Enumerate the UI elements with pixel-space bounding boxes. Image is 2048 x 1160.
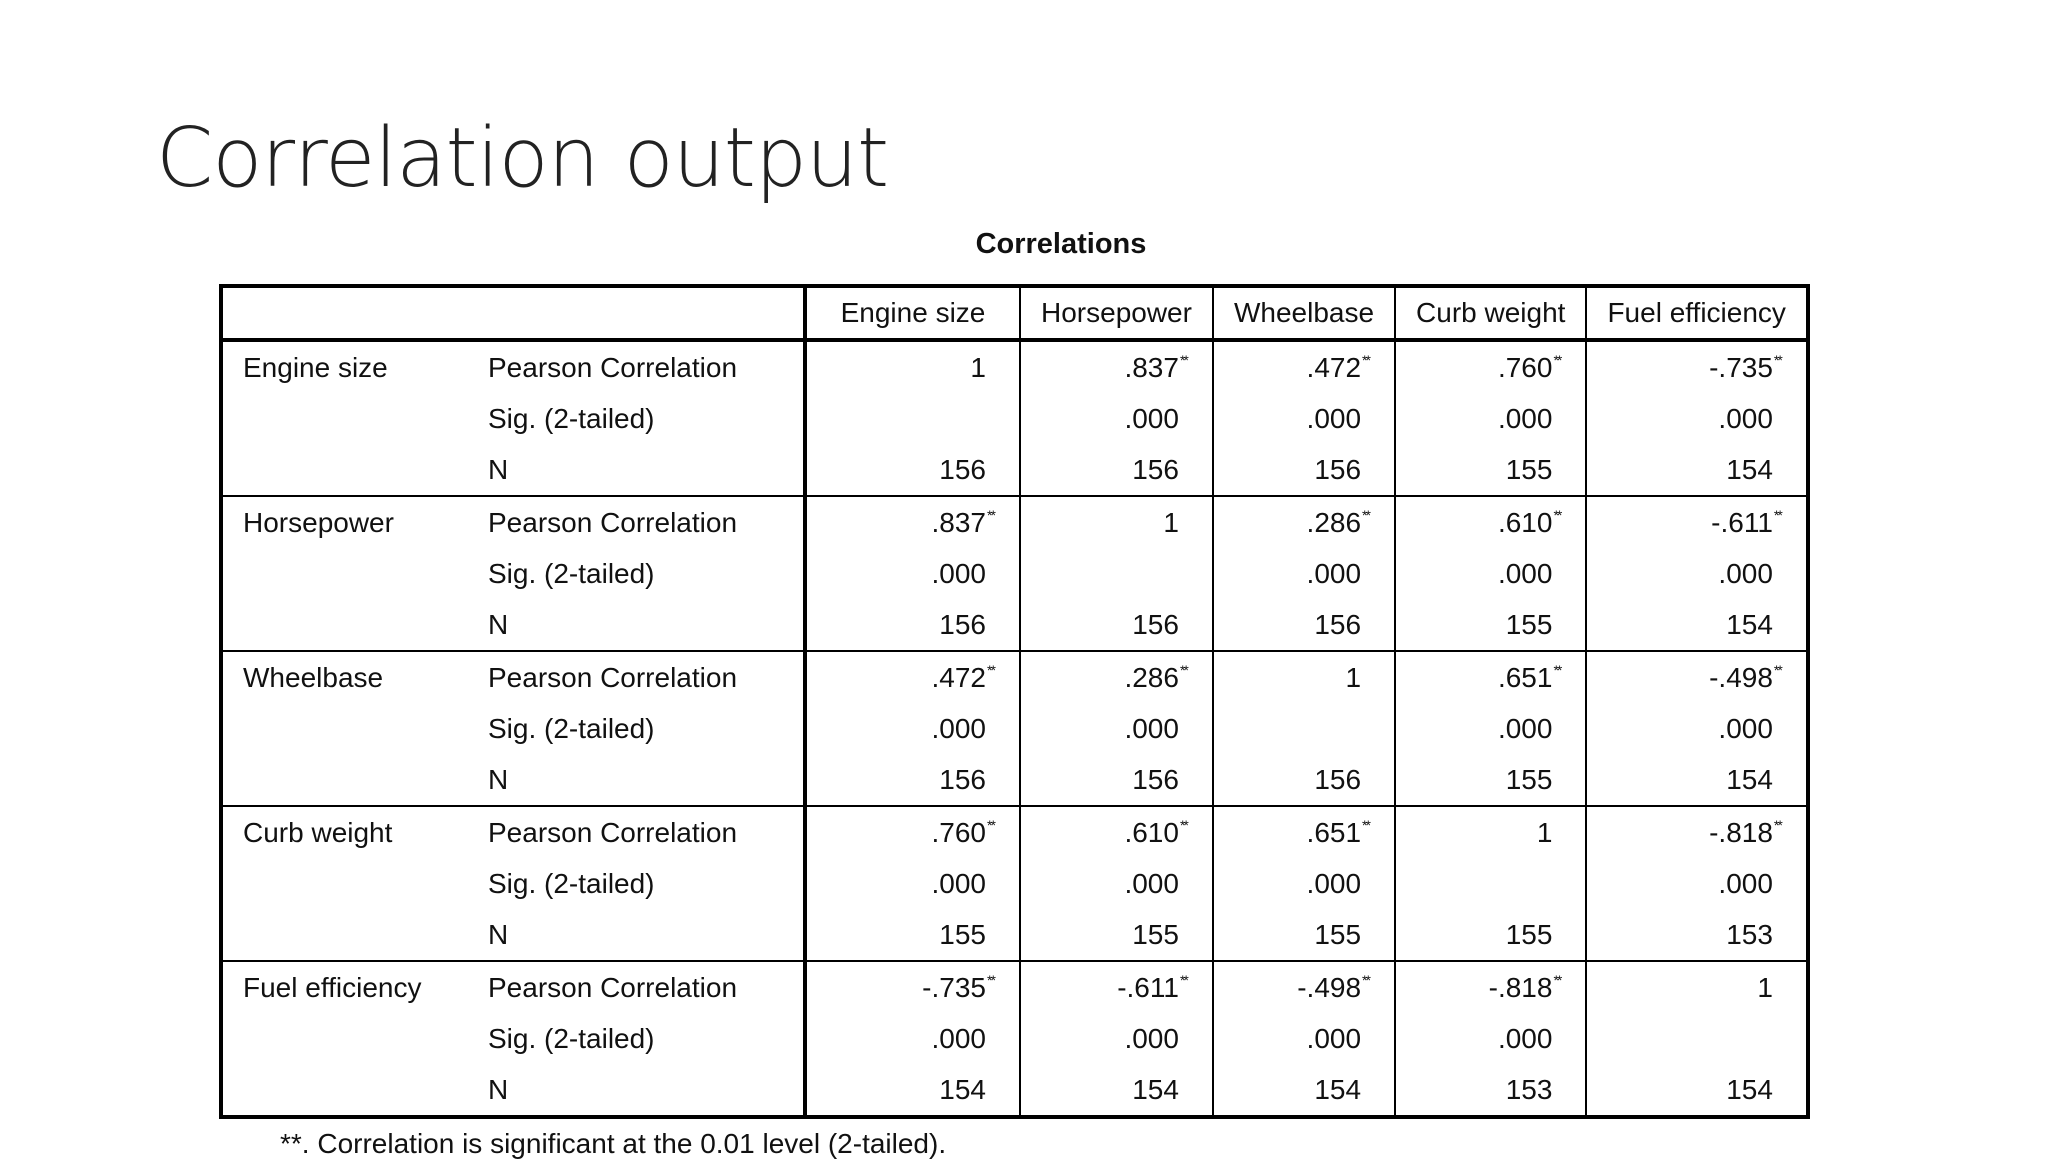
variable-label xyxy=(221,548,468,599)
significance-marker: ** xyxy=(987,506,994,523)
statistic-label: Sig. (2-tailed) xyxy=(488,402,655,434)
value-cell xyxy=(1213,1013,1395,1064)
statistic-label: Pearson Correlation xyxy=(468,496,805,548)
cell-value: .610 xyxy=(1124,816,1179,848)
value-cell xyxy=(1586,393,1807,444)
variable-label xyxy=(221,909,468,961)
variable-label: Engine size xyxy=(243,351,388,383)
cell-value: 1 xyxy=(1536,816,1553,848)
cell-value: 154 xyxy=(1726,1073,1773,1105)
cell-value: .286 xyxy=(1124,661,1179,693)
statistic-label: N xyxy=(488,453,509,485)
cell-value: 155 xyxy=(1505,918,1553,950)
cell-value: 1 xyxy=(970,351,986,383)
cell-value: 1 xyxy=(1757,971,1773,1003)
value-cell xyxy=(1020,496,1213,548)
cell-value: .000 xyxy=(1124,402,1179,434)
cell-value: .000 xyxy=(1497,712,1553,744)
value-cell xyxy=(805,1064,1020,1117)
table-row xyxy=(221,806,1808,858)
value-cell xyxy=(1213,393,1395,444)
cell-value: .000 xyxy=(1718,867,1773,899)
cell-value: 155 xyxy=(1505,763,1553,795)
cell-value: .610 xyxy=(1497,506,1553,538)
table-row xyxy=(221,651,1808,703)
variable-label: Wheelbase xyxy=(221,651,468,703)
value-cell xyxy=(1213,858,1395,909)
statistic-label: Sig. (2-tailed) xyxy=(488,712,655,744)
table-row xyxy=(221,1013,1808,1064)
value-cell xyxy=(1395,444,1586,496)
value-cell xyxy=(1586,444,1807,496)
table-row xyxy=(221,961,1808,1013)
table-row xyxy=(221,703,1808,754)
value-cell xyxy=(1020,340,1213,393)
value-cell xyxy=(1020,548,1213,599)
significance-marker: ** xyxy=(1553,506,1561,523)
value-cell xyxy=(1395,599,1586,651)
cell-value: 155 xyxy=(1314,918,1362,950)
cell-value: -.498 xyxy=(1709,661,1773,693)
value-cell xyxy=(1586,754,1807,806)
variable-label xyxy=(221,858,468,909)
table-row xyxy=(221,909,1808,961)
value-cell xyxy=(1213,444,1395,496)
variable-label: Horsepower xyxy=(221,496,468,548)
value-cell xyxy=(1586,703,1807,754)
column-header: Horsepower xyxy=(1020,286,1213,340)
cell-value: 153 xyxy=(1505,1073,1553,1105)
value-cell xyxy=(1395,651,1586,703)
cell-value: .760 xyxy=(1497,351,1553,383)
value-cell xyxy=(1586,340,1807,393)
variable-label: Fuel efficiency xyxy=(221,961,468,1013)
variable-label xyxy=(221,703,468,754)
cell-value: .000 xyxy=(931,557,986,589)
value-cell xyxy=(1586,806,1807,858)
value-cell xyxy=(1395,961,1586,1013)
cell-value: 155 xyxy=(939,918,986,950)
value-cell xyxy=(1020,909,1213,961)
cell-value: .760 xyxy=(931,816,986,848)
footnote: **. Correlation is significant at the 0.01 level (2-tailed). xyxy=(280,1128,947,1159)
statistic-label: Pearson Correlation xyxy=(488,351,738,383)
cell-value: .651 xyxy=(1497,661,1553,693)
table-row xyxy=(221,1064,1808,1117)
cell-value: .000 xyxy=(931,867,986,899)
cell-value: -.498 xyxy=(1297,971,1362,1003)
statistic-label: Pearson Correlation xyxy=(468,806,805,858)
significance-marker: ** xyxy=(1773,506,1781,523)
value-cell xyxy=(805,754,1020,806)
statistic-label: N xyxy=(488,918,509,950)
value-cell xyxy=(805,340,1020,393)
significance-marker: ** xyxy=(1362,971,1369,988)
cell-value: .000 xyxy=(1306,557,1362,589)
significance-marker: ** xyxy=(987,816,994,833)
value-cell xyxy=(1020,393,1213,444)
cell-value: 156 xyxy=(1314,608,1362,640)
value-cell xyxy=(1395,909,1586,961)
cell-value: 1 xyxy=(1345,661,1362,693)
cell-value: 153 xyxy=(1726,918,1773,950)
value-cell xyxy=(805,961,1020,1013)
cell-value: .472 xyxy=(931,661,986,693)
significance-marker: ** xyxy=(1773,661,1781,678)
value-cell xyxy=(1020,651,1213,703)
cell-value: .000 xyxy=(1497,402,1553,434)
value-cell xyxy=(805,393,1020,444)
value-cell xyxy=(1020,1013,1213,1064)
value-cell xyxy=(1395,340,1586,393)
variable-label xyxy=(221,393,468,444)
significance-marker: ** xyxy=(1773,816,1781,833)
cell-value: 155 xyxy=(1132,918,1179,950)
significance-marker: ** xyxy=(1179,351,1187,368)
cell-value: .000 xyxy=(931,1022,986,1054)
value-cell xyxy=(1020,1064,1213,1117)
value-cell xyxy=(1213,703,1395,754)
column-header: Curb weight xyxy=(1395,286,1586,340)
statistic-label: Pearson Correlation xyxy=(468,961,805,1013)
cell-value: .000 xyxy=(1718,712,1773,744)
value-cell xyxy=(1395,1064,1586,1117)
significance-marker: ** xyxy=(1362,816,1369,833)
table-header-row xyxy=(221,286,1808,340)
cell-value: .000 xyxy=(1718,402,1773,434)
cell-value: .000 xyxy=(1306,1022,1362,1054)
cell-value: 156 xyxy=(1314,763,1362,795)
cell-value: -.735 xyxy=(1709,351,1773,383)
cell-value: 155 xyxy=(1505,608,1553,640)
cell-value: 156 xyxy=(939,763,986,795)
value-cell xyxy=(1020,754,1213,806)
value-cell xyxy=(805,806,1020,858)
value-cell xyxy=(1395,1013,1586,1064)
variable-label xyxy=(221,599,468,651)
value-cell xyxy=(1586,858,1807,909)
cell-value: 156 xyxy=(939,453,986,485)
cell-value: -.611 xyxy=(1711,506,1773,538)
cell-value: 154 xyxy=(1726,608,1773,640)
cell-value: .472 xyxy=(1306,351,1362,383)
statistic-label: Sig. (2-tailed) xyxy=(488,557,655,589)
value-cell xyxy=(805,548,1020,599)
value-cell xyxy=(1586,1013,1807,1064)
value-cell xyxy=(1213,754,1395,806)
table-row xyxy=(221,599,1808,651)
value-cell xyxy=(805,858,1020,909)
slide-title: Correlation output xyxy=(156,111,889,206)
cell-value: .000 xyxy=(1124,712,1179,744)
significance-marker: ** xyxy=(1553,971,1561,988)
value-cell xyxy=(1213,909,1395,961)
variable-label: Curb weight xyxy=(221,806,468,858)
statistic-label: Sig. (2-tailed) xyxy=(488,1022,655,1054)
significance-marker: ** xyxy=(1553,351,1561,368)
cell-value: -.735 xyxy=(922,971,986,1003)
value-cell xyxy=(1213,496,1395,548)
significance-marker: ** xyxy=(1362,506,1369,523)
cell-value: 156 xyxy=(1314,453,1362,485)
value-cell xyxy=(805,496,1020,548)
table-row xyxy=(221,858,1808,909)
variable-label xyxy=(221,1064,468,1117)
value-cell xyxy=(805,651,1020,703)
cell-value: 154 xyxy=(1314,1073,1362,1105)
value-cell xyxy=(1586,599,1807,651)
value-cell xyxy=(1586,909,1807,961)
value-cell xyxy=(1395,496,1586,548)
cell-value: 155 xyxy=(1505,453,1553,485)
cell-value: .000 xyxy=(1124,867,1179,899)
cell-value: 154 xyxy=(1726,453,1773,485)
cell-value: -.611 xyxy=(1117,971,1179,1003)
value-cell xyxy=(805,1013,1020,1064)
value-cell xyxy=(805,909,1020,961)
significance-marker: ** xyxy=(1773,351,1781,368)
cell-value: .000 xyxy=(1497,557,1553,589)
value-cell xyxy=(1395,806,1586,858)
value-cell xyxy=(1586,651,1807,703)
significance-marker: ** xyxy=(1362,351,1369,368)
value-cell xyxy=(1213,340,1395,393)
cell-value: .000 xyxy=(1497,1022,1553,1054)
cell-value: 154 xyxy=(1132,1073,1179,1105)
cell-value: .000 xyxy=(1124,1022,1179,1054)
cell-value: 156 xyxy=(1132,453,1179,485)
cell-value: 156 xyxy=(1132,608,1179,640)
column-header: Wheelbase xyxy=(1213,286,1395,340)
value-cell xyxy=(1395,393,1586,444)
correlations-table xyxy=(219,284,1810,1119)
statistic-label: Pearson Correlation xyxy=(468,651,805,703)
cell-value: -.818 xyxy=(1488,971,1553,1003)
cell-value: .286 xyxy=(1306,506,1362,538)
cell-value: 154 xyxy=(1726,763,1773,795)
value-cell xyxy=(1020,703,1213,754)
statistic-label: N xyxy=(488,608,509,640)
column-header: Engine size xyxy=(805,286,1020,340)
cell-value: .000 xyxy=(1306,867,1362,899)
value-cell xyxy=(1020,806,1213,858)
significance-marker: ** xyxy=(987,661,994,678)
significance-marker: ** xyxy=(1179,971,1187,988)
table-row xyxy=(221,340,1808,393)
cell-value: 1 xyxy=(1163,506,1179,538)
table-row xyxy=(221,754,1808,806)
table-row xyxy=(221,393,1808,444)
value-cell xyxy=(1395,703,1586,754)
significance-marker: ** xyxy=(1179,816,1187,833)
table-title: Correlations xyxy=(975,228,1147,260)
cell-value: 156 xyxy=(939,608,986,640)
value-cell xyxy=(1586,1064,1807,1117)
value-cell xyxy=(1395,548,1586,599)
statistic-label: Sig. (2-tailed) xyxy=(488,867,655,899)
cell-value: .000 xyxy=(931,712,986,744)
variable-label xyxy=(221,1013,468,1064)
value-cell xyxy=(1586,961,1807,1013)
statistic-label: N xyxy=(488,763,509,795)
value-cell xyxy=(1213,806,1395,858)
value-cell xyxy=(1213,1064,1395,1117)
value-cell xyxy=(1213,599,1395,651)
value-cell xyxy=(1586,496,1807,548)
value-cell xyxy=(1586,548,1807,599)
value-cell xyxy=(1395,754,1586,806)
value-cell xyxy=(1020,444,1213,496)
value-cell xyxy=(1213,961,1395,1013)
significance-marker: ** xyxy=(1179,661,1187,678)
cell-value: -.818 xyxy=(1709,816,1773,848)
value-cell xyxy=(1020,599,1213,651)
table-row xyxy=(221,548,1808,599)
cell-value: .000 xyxy=(1306,402,1362,434)
cell-value: .837 xyxy=(1124,351,1179,383)
significance-marker: ** xyxy=(1553,661,1561,678)
table-row xyxy=(221,496,1808,548)
value-cell xyxy=(1020,858,1213,909)
cell-value: 154 xyxy=(939,1073,986,1105)
statistic-label: N xyxy=(488,1073,509,1105)
value-cell xyxy=(1213,548,1395,599)
cell-value: 156 xyxy=(1132,763,1179,795)
variable-label xyxy=(221,754,468,806)
value-cell xyxy=(805,444,1020,496)
header-blank-cell xyxy=(221,286,805,340)
cell-value: .651 xyxy=(1306,816,1362,848)
column-header: Fuel efficiency xyxy=(1586,286,1807,340)
cell-value: .837 xyxy=(931,506,986,538)
value-cell xyxy=(805,599,1020,651)
significance-marker: ** xyxy=(987,971,994,988)
value-cell xyxy=(1213,651,1395,703)
value-cell xyxy=(805,703,1020,754)
cell-value: .000 xyxy=(1718,557,1773,589)
value-cell xyxy=(1395,858,1586,909)
value-cell xyxy=(1020,961,1213,1013)
variable-label xyxy=(221,444,468,496)
table-row xyxy=(221,444,1808,496)
